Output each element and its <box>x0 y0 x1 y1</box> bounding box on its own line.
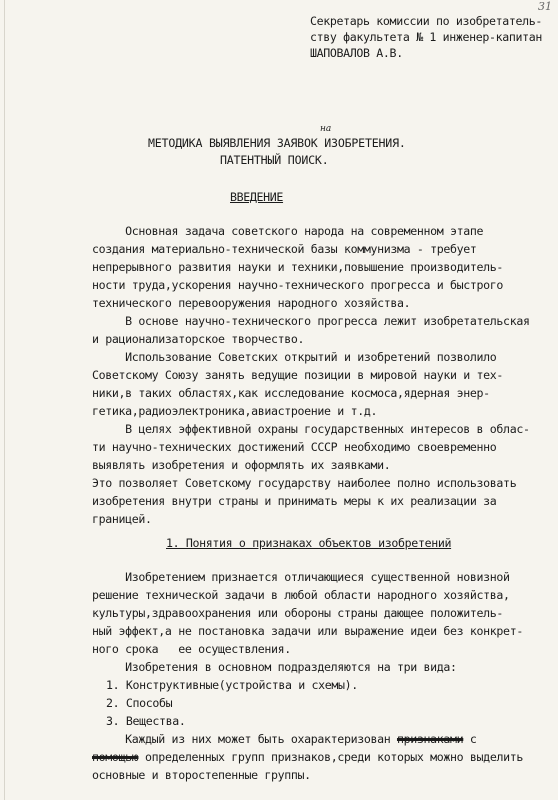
section-1-heading: 1. Понятия о признаках объектов изобретений <box>166 536 452 550</box>
intro-line: гетика,радиоэлектроника,авиастроение и т.д. <box>92 404 378 418</box>
section-1-line: ный эффект,а не постановка задачи или выражение идеи без конкрет- <box>92 624 523 638</box>
section-1-line: ного срока ее осуществления. <box>92 642 291 656</box>
intro-line: ти научно-технических достижений СССР необходимо своевременно <box>92 440 497 454</box>
intro-line: Советскому Союзу занять ведущие позиции в мировой науки и тех- <box>92 368 504 382</box>
intro-line: непрерывного развития науки и техники,повышение производитель- <box>92 260 504 274</box>
final-line-2-rest: определенных групп признаков,среди которых можно выделить <box>138 750 523 764</box>
list-item: 2. Способы <box>106 696 173 710</box>
intro-line: Использование Советских открытий и изобретений позволило <box>92 350 497 364</box>
intro-line: технического перевооружения народного хозяйства. <box>92 296 411 310</box>
intro-line: создания материально-технической базы коммунизма - требует <box>92 242 477 256</box>
section-1-line: Изобретения в основном подразделяются на три вида: <box>92 660 457 674</box>
intro-line: выявлять изобретения и оформлять их заявками. <box>92 458 391 472</box>
header-line-1: Секретарь комиссии по изобретатель- <box>310 14 543 28</box>
title-line-1: МЕТОДИКА ВЫЯВЛЕНИЯ ЗАЯВОК ИЗОБРЕТЕНИЯ. <box>148 136 406 150</box>
intro-line: и рационализаторское творчество. <box>92 332 305 346</box>
title-line-2: ПАТЕНТНЫЙ ПОИСК. <box>220 153 329 167</box>
handwritten-insert: на <box>320 124 332 134</box>
page-edge <box>4 0 5 800</box>
section-1-line: культуры,здравоохранения или обороны страны дающее положитель- <box>92 606 504 620</box>
intro-line: изобретения внутри страны и принимать меры к их реализации за <box>92 494 497 508</box>
page-number: 31 <box>538 0 552 13</box>
final-line-3: основные и второстепенные группы. <box>92 768 311 782</box>
struck-word: помощью <box>92 750 139 764</box>
header-line-2: ству факультета № 1 инженер-капитан <box>310 30 543 44</box>
list-item: 1. Конструктивные(устройства и схемы). <box>106 678 358 692</box>
final-line-2 <box>92 750 523 764</box>
section-1-line: решение технической задачи в любой области народного хозяйства, <box>92 588 510 602</box>
intro-line: Основная задача советского народа на современном этапе <box>92 224 484 238</box>
intro-line: ности труда,ускорения научно-технического прогресса и быстрого <box>92 278 504 292</box>
intro-line: ники,в таких областях,как исследование космоса,ядерная энер- <box>92 386 490 400</box>
intro-line: В основе научно-технического прогресса лежит изобретательская <box>92 314 530 328</box>
intro-line: границей. <box>92 512 152 526</box>
final-line-1-end: с <box>463 732 477 746</box>
struck-word: признаками <box>396 732 464 746</box>
intro-line: В целях эффективной охраны государственных интересов в облас- <box>92 422 530 436</box>
intro-line: Это позволяет Советскому государству наиболее полно использовать <box>92 476 517 490</box>
section-1-line: Изобретением признается отличающиеся существенной новизной <box>92 570 510 584</box>
final-line-1-start: Каждый из них может быть охарактеризован <box>92 732 397 746</box>
header-line-3: ШАПОВАЛОВ А.В. <box>310 46 403 60</box>
intro-heading: ВВЕДЕНИЕ <box>230 190 284 204</box>
list-item: 3. Вещества. <box>106 714 186 728</box>
final-line-1 <box>92 732 477 746</box>
